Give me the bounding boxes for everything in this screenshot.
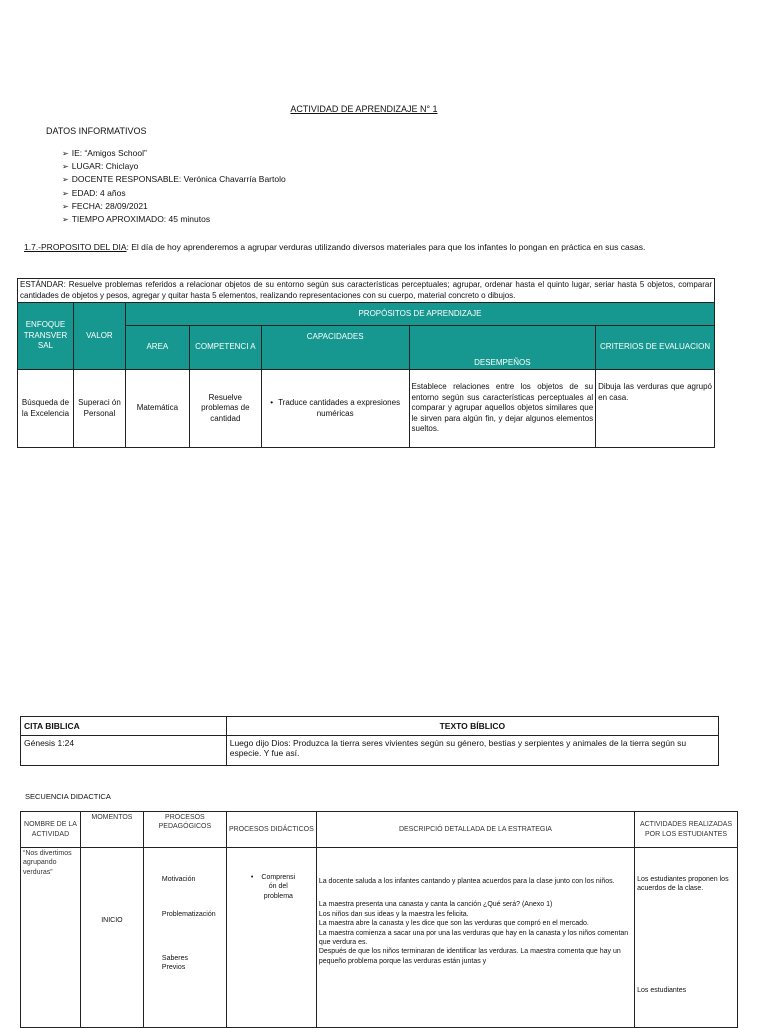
cell-criterios: Dibuja las verduras que agrupó en casa. [596, 370, 715, 448]
page-title: ACTIVIDAD DE APRENDIZAJE N° 1 [290, 104, 438, 114]
ped-saberes: Saberes Previos [161, 954, 188, 972]
header-act: ACTIVIDADES REALIZADAS POR LOS ESTUDIANTES [635, 812, 738, 848]
datos-list [62, 147, 286, 226]
header-ped: PROCESOS PEDAGÓGICOS [143, 812, 226, 848]
cell-did [226, 848, 316, 1028]
header-criterios: CRITERIOS DE EVALUACION [596, 326, 715, 370]
cell-area: Matemática [125, 370, 189, 448]
act-text-2: Los estudiantes [637, 986, 687, 994]
datos-heading: DATOS INFORMATIVOS [46, 126, 147, 136]
desc-line-5: La maestra comienza a sacar una por una las verduras que hay en la canasta y los niños comentan que verdura es. [318, 929, 629, 947]
secuencia-table [20, 811, 738, 1028]
header-nombre: NOMBRE DE LA ACTIVIDAD [21, 812, 81, 848]
estandar-cell: ESTÁNDAR: Resuelve problemas referidos a relacionar objetos de su entorno según sus características perceptuales; agrupar, ordenar hasta el quinto lugar, seriar hasta 5 objetos, comparar cantidades de objetos y pesos, agregar y quitar hasta 5 elementos, realizando representaciones con su cuerpo, material concreto o dibujos. [18, 279, 715, 303]
header-cita: CITA BIBLICA [21, 717, 227, 736]
cell-desc [316, 848, 634, 1028]
datos-item-ie: ➢ IE: “Amigos School” [62, 147, 286, 160]
momento-label: INICIO [101, 917, 123, 925]
header-competencia: COMPETENCI A [189, 326, 261, 370]
ped-motivacion: Motivación [161, 876, 196, 883]
cell-enfoque: Búsqueda de la Excelencia [18, 370, 74, 448]
datos-item-fecha: ➢ FECHA: 28/09/2021 [62, 200, 286, 213]
desc-line-1: La docente saluda a los infantes cantando y plantea acuerdos para la clase junto con los niños. [318, 878, 615, 885]
header-area: AREA [125, 326, 189, 370]
proposito-text: : El día de hoy aprenderemos a agrupar verduras utilizando diversos materiales para que los infantes lo pongan en práctica en sus casas. [126, 242, 646, 252]
header-texto: TEXTO BÍBLICO [226, 717, 718, 736]
cell-competencia: Resuelve problemas de cantidad [189, 370, 261, 448]
header-momentos: MOMENTOS [80, 812, 143, 848]
act-text-1: Los estudiantes proponen los acuerdos de la clase. [637, 876, 729, 893]
header-desempenos: DESEMPEÑOS [409, 326, 596, 370]
datos-item-docente: ➢ DOCENTE RESPONSABLE: Verónica Chavarría Bartolo [62, 173, 286, 186]
cell-capacidades [261, 370, 409, 448]
desc-line-3: Los niños dan sus ideas y la maestra les felicita. [318, 910, 469, 918]
proposito-del-dia [24, 242, 744, 252]
cita-biblica-table [20, 716, 719, 766]
datos-item-lugar: ➢ LUGAR: Chiclayo [62, 160, 286, 173]
desc-line-6: Después de que los niños terminaran de identificar las verduras. La maestra comenta que hay un pequeño problema porque las verduras están juntas y [318, 948, 621, 965]
did-text: Comprensi ón del problema [261, 874, 296, 900]
header-propositos: PROPÓSITOS DE APRENDIZAJE [125, 303, 714, 326]
ped-problematizacion: Problematización [161, 911, 216, 919]
header-enfoque: ENFOQUE TRANSVER SAL [18, 303, 74, 370]
cell-desempenos: Establece relaciones entre los objetos de su entorno según sus características perceptuales al comparar y agrupar aquellos objetos similares que le sirven para algún fin, y dejar algunos elementos sueltos. [409, 370, 596, 448]
learning-purposes-table [17, 278, 715, 448]
cell-nombre: “Nos divertimos agrupando verduras” [21, 848, 81, 1028]
datos-item-edad: ➢ EDAD: 4 años [62, 187, 286, 200]
proposito-label: 1.7.-PROPOSITO DEL DIA [24, 242, 127, 252]
secuencia-label: SECUENCIA DIDACTICA [25, 792, 111, 801]
header-desc: DESCRIPCIÓ DETALLADA DE LA ESTRATEGIA [316, 812, 634, 848]
cell-valor: Superaci ón Personal [73, 370, 125, 448]
cell-act [635, 848, 738, 1028]
desc-line-4: La maestra abre la canasta y les dice que son las verduras que compró en el mercado. [318, 920, 589, 928]
cell-ped [143, 848, 226, 1028]
header-did: PROCESOS DIDÁCTICOS [226, 812, 316, 848]
bullet-icon: • [270, 398, 274, 407]
cell-cita: Génesis 1:24 [21, 736, 227, 766]
cell-texto: Luego dijo Dios: Produzca la tierra seres vivientes según su género, bestias y serpientes y animales de la tierra según su especie. Y fue así. [226, 736, 718, 766]
datos-item-tiempo: ➢ TIEMPO APROXIMADO: 45 minutos [62, 213, 286, 226]
header-valor: VALOR [73, 303, 125, 370]
capacidades-text: Traduce cantidades a expresiones numéricas [278, 398, 401, 418]
header-capacidades: CAPACIDADES [261, 326, 409, 370]
desc-line-2: La maestra presenta una canasta y canta la canción ¿Qué será? (Anexo 1) [318, 901, 553, 909]
cell-momento [80, 848, 143, 1028]
bullet-icon: • [250, 874, 254, 881]
